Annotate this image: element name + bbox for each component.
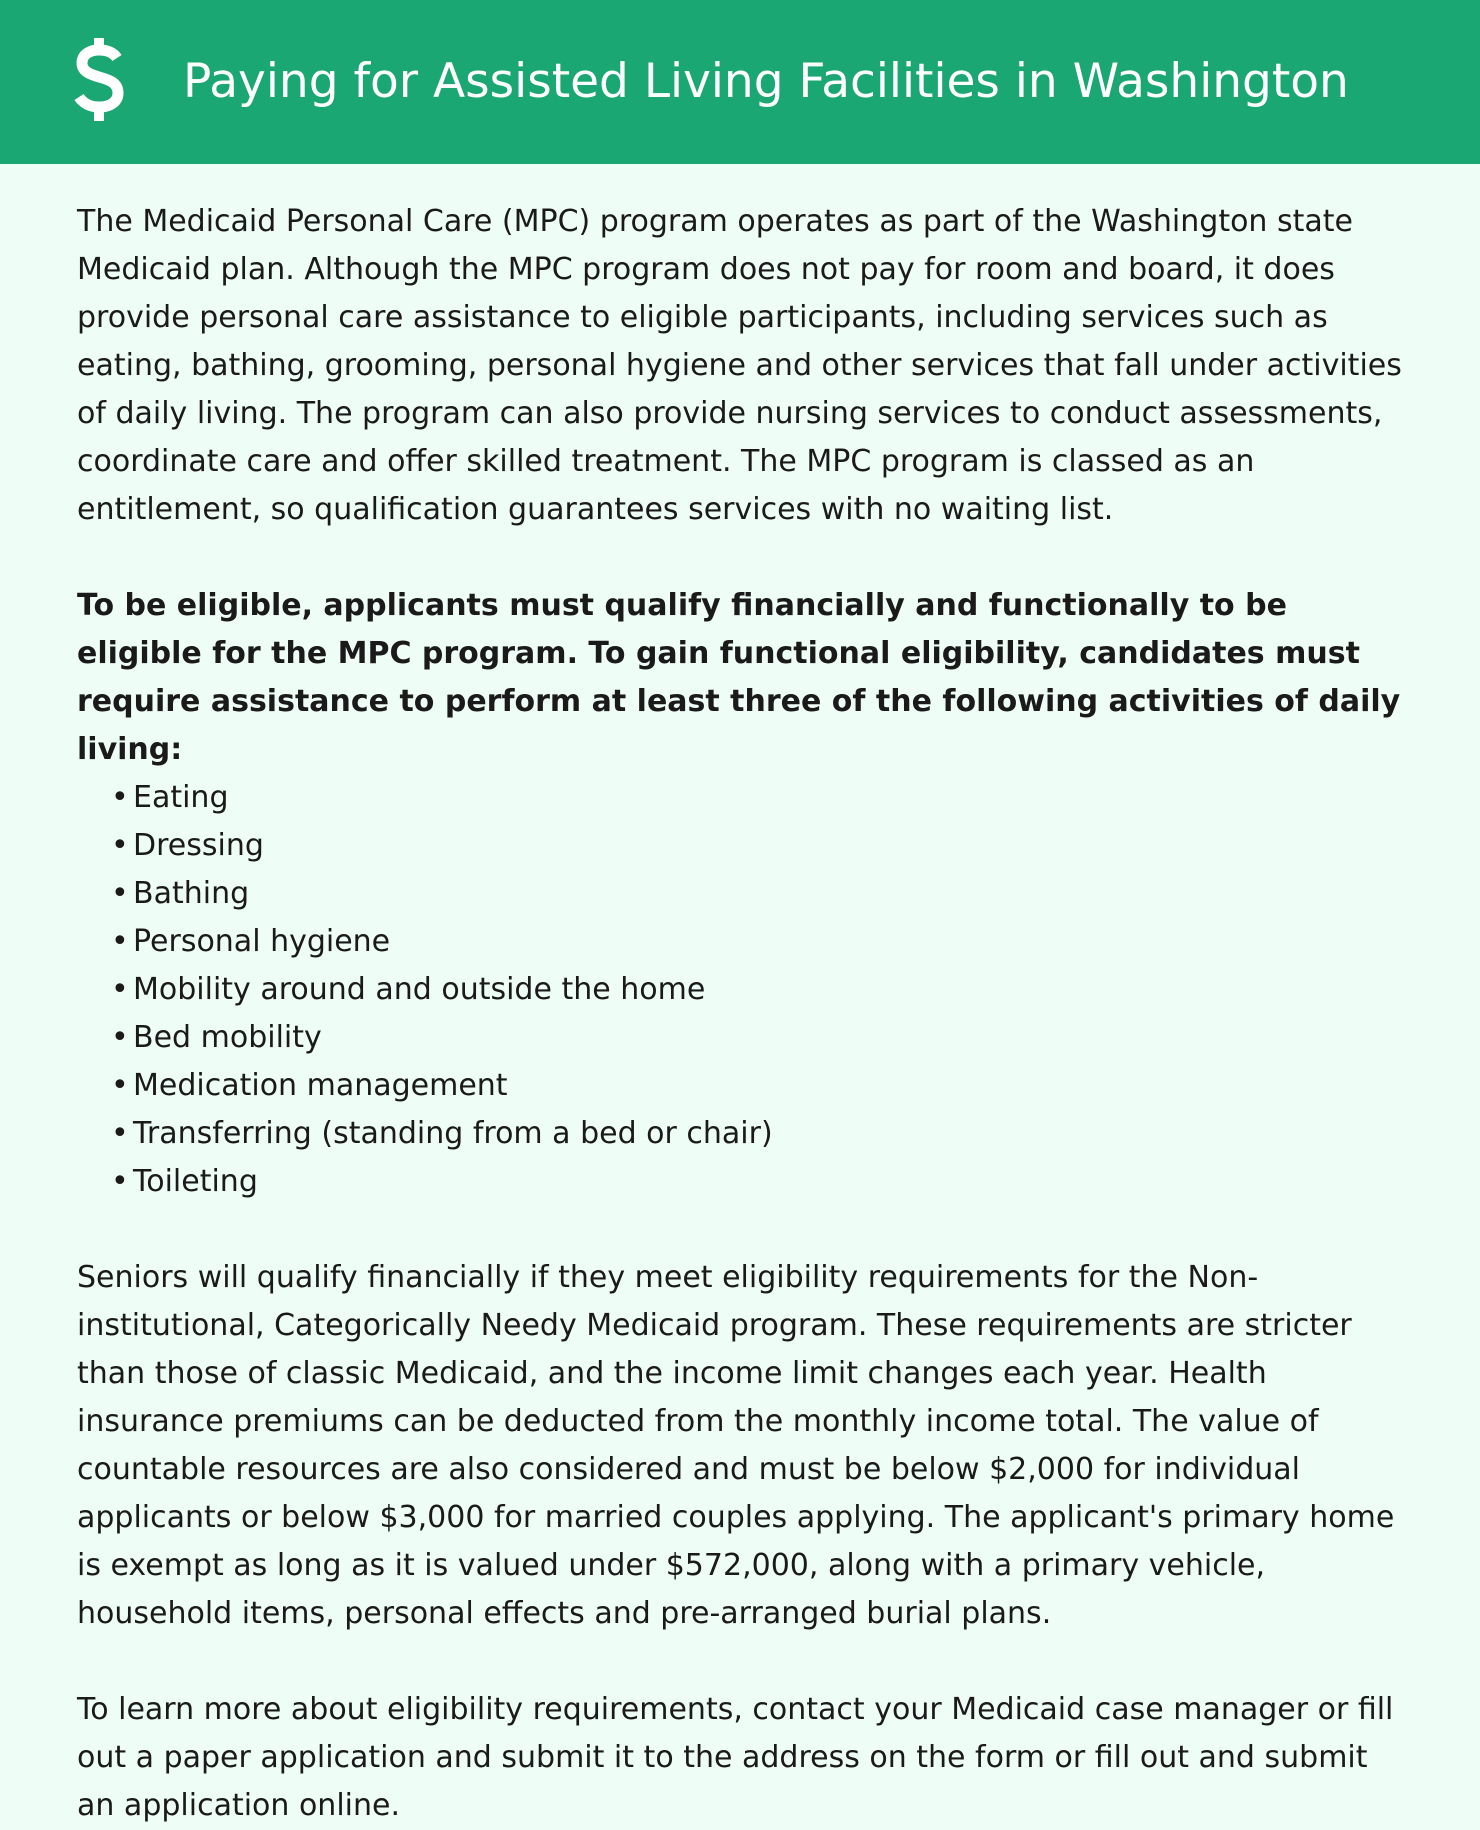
- list-item: [111, 918, 1407, 966]
- activity-label: Transferring (standing from a bed or chair): [133, 1116, 773, 1151]
- list-item: [111, 966, 1407, 1014]
- dollar-sign-icon: [68, 36, 130, 128]
- article-body: [77, 198, 1407, 1830]
- bullet-icon: •: [111, 876, 129, 911]
- list-item: [111, 1062, 1407, 1110]
- learn-more-paragraph: To learn more about eligibility requirements, contact your Medicaid case manager or fill out a paper application and submit it to the address on the form or fill out and submit an application online.: [77, 1692, 1394, 1823]
- bullet-icon: •: [111, 1116, 129, 1151]
- activity-label: Mobility around and outside the home: [133, 972, 706, 1007]
- page-header: [0, 0, 1480, 164]
- activity-label: Dressing: [133, 828, 264, 863]
- list-item: [111, 1014, 1407, 1062]
- activity-label: Medication management: [133, 1068, 508, 1103]
- bullet-icon: •: [111, 924, 129, 959]
- activity-label: Eating: [133, 780, 229, 815]
- bullet-icon: •: [111, 1020, 129, 1055]
- bullet-icon: •: [111, 1164, 129, 1199]
- activity-label: Toileting: [133, 1164, 258, 1199]
- activity-label: Bathing: [133, 876, 250, 911]
- intro-paragraph: The Medicaid Personal Care (MPC) program operates as part of the Washington state Medicaid plan. Although the MPC program does not pay for room and board, it does provide personal care assistance to eligible participants, including services such as eating, bathing, grooming, personal hygiene and other services that fall under activities of daily living. The program can also provide nursing services to conduct assessments, coordinate care and offer skilled treatment. The MPC program is classed as an entitlement, so qualification guarantees services with no waiting list.: [77, 204, 1402, 527]
- bullet-icon: •: [111, 1068, 129, 1103]
- bullet-icon: •: [111, 828, 129, 863]
- activity-label: Personal hygiene: [133, 924, 391, 959]
- activities-list: [77, 774, 1407, 1206]
- bullet-icon: •: [111, 780, 129, 815]
- eligibility-paragraph: To be eligible, applicants must qualify financially and functionally to be eligible for the MPC program. To gain functional eligibility, candidates must require assistance to perform at least three of the following activities of daily living:: [77, 588, 1401, 767]
- list-item: [111, 1110, 1407, 1158]
- financial-eligibility-paragraph: Seniors will qualify financially if they meet eligibility requirements for the Non-institutional, Categorically Needy Medicaid program. These requirements are stricter than those of classic Medicaid, and the income limit changes each year. Health insurance premiums can be deducted from the monthly income total. The value of countable resources are also considered and must be below $2,000 for individual applicants or below $3,000 for married couples applying. The applicant's primary home is exempt as long as it is valued under $572,000, along with a primary vehicle, household items, personal effects and pre-arranged burial plans.: [77, 1260, 1395, 1631]
- page-title: Paying for Assisted Living Facilities in Washington: [183, 54, 1349, 109]
- bullet-icon: •: [111, 972, 129, 1007]
- list-item: [111, 822, 1407, 870]
- list-item: [111, 870, 1407, 918]
- list-item: [111, 774, 1407, 822]
- activity-label: Bed mobility: [133, 1020, 322, 1055]
- list-item: [111, 1158, 1407, 1206]
